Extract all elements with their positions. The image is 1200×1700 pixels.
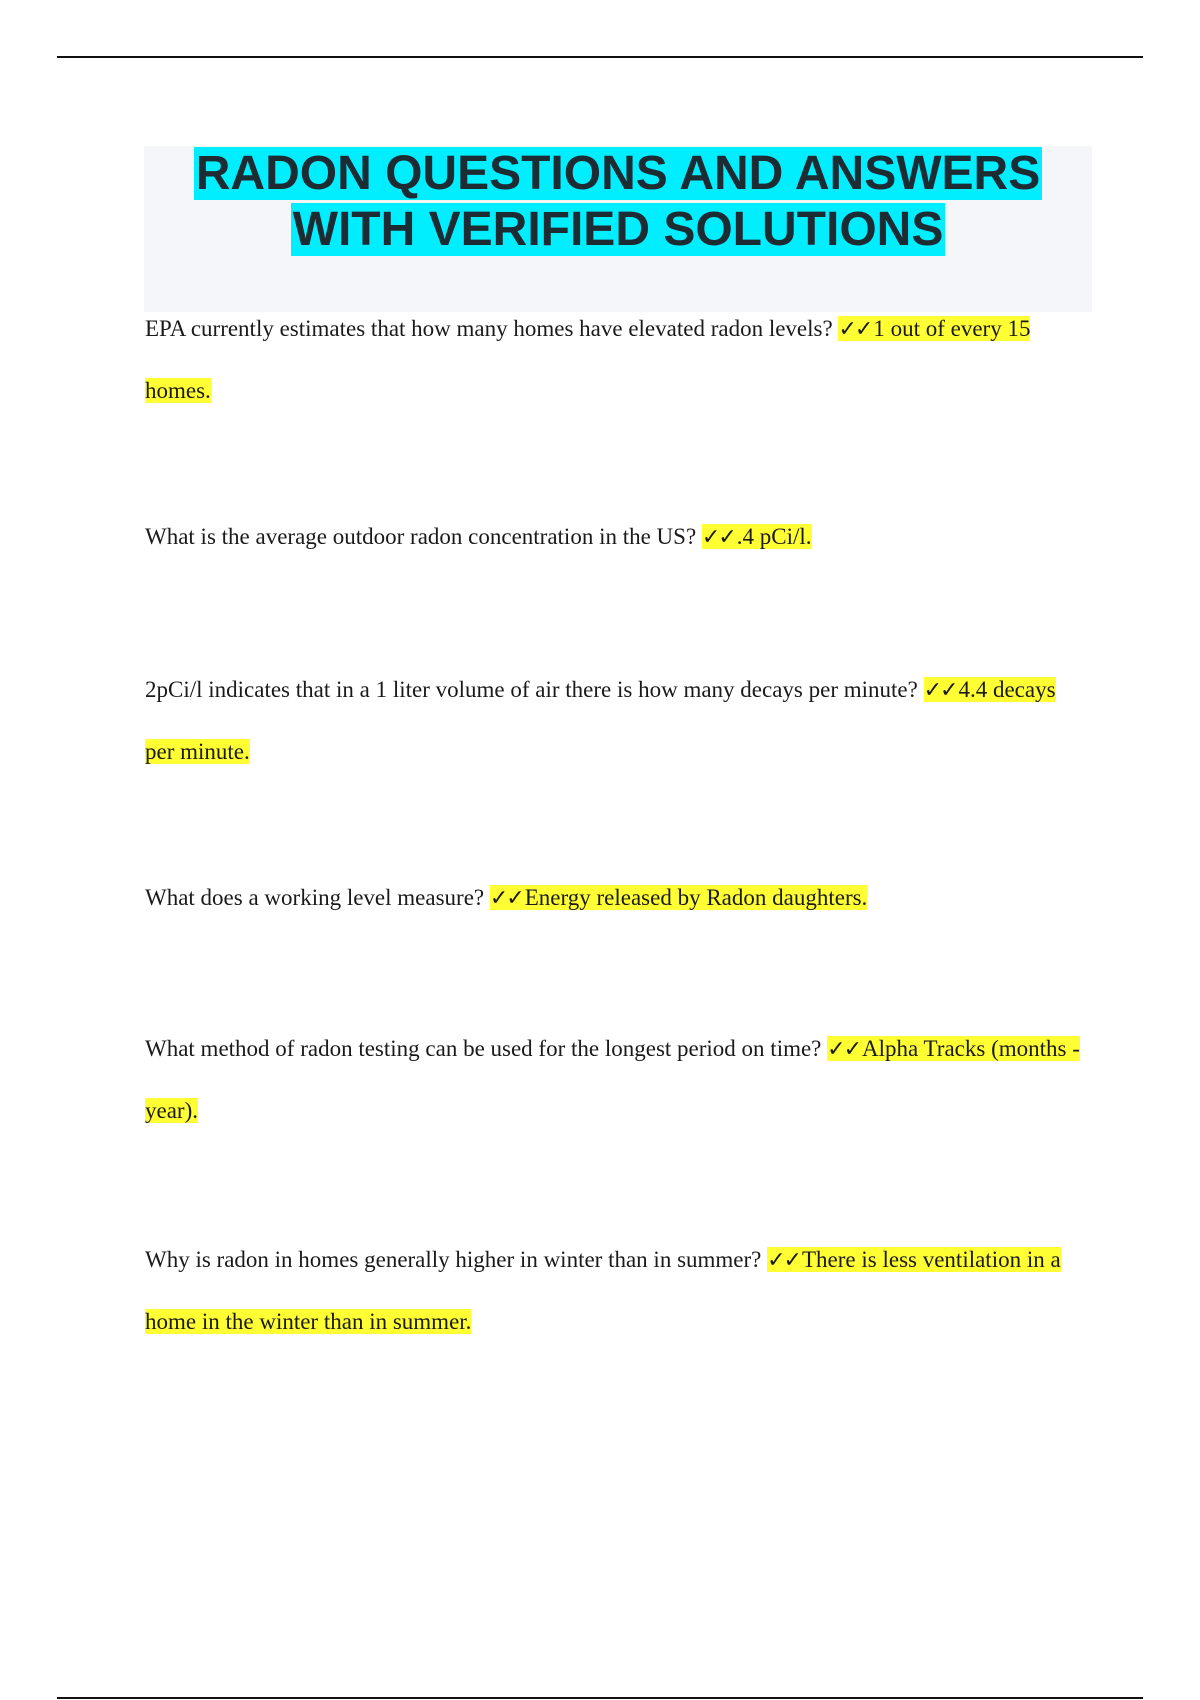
check-icon: ✓✓ — [923, 678, 957, 703]
question-text: EPA currently estimates that how many homes have elevated radon levels? — [145, 316, 839, 341]
answer-text: There is less ventilation in a home in the winter than in summer. — [145, 1247, 1061, 1334]
answer-text: .4 pCi/l. — [736, 524, 812, 549]
qa-item-5 — [145, 1018, 1085, 1141]
question-text: What is the average outdoor radon concentration in the US? — [145, 524, 702, 549]
question-text: 2pCi/l indicates that in a 1 liter volume of air there is how many decays per minute? — [145, 677, 924, 702]
check-icon: ✓✓ — [767, 1248, 800, 1273]
answer-text: 4.4 decays per minute. — [145, 677, 1056, 764]
answer-highlight — [490, 885, 867, 910]
document-title-line-2: WITH VERIFIED SOLUTIONS — [292, 203, 944, 256]
question-text: What method of radon testing can be used for the longest period on time? — [145, 1036, 828, 1061]
answer-text: 1 out of every 15 homes. — [145, 316, 1031, 403]
qa-item-4 — [145, 867, 1085, 929]
title-block — [144, 146, 1092, 312]
answer-text: Alpha Tracks (months - year). — [145, 1036, 1080, 1123]
document-title-line-1: RADON QUESTIONS AND ANSWERS — [195, 147, 1041, 200]
question-text: Why is radon in homes generally higher in winter than in summer? — [145, 1247, 768, 1272]
check-icon: ✓✓ — [489, 886, 523, 911]
qa-item-3 — [145, 659, 1085, 782]
check-icon: ✓✓ — [827, 1037, 861, 1062]
qa-item-2 — [145, 506, 1085, 568]
check-icon: ✓✓ — [701, 525, 735, 550]
qa-item-1 — [145, 298, 1085, 421]
check-icon: ✓✓ — [838, 317, 872, 342]
qa-item-6 — [145, 1229, 1085, 1352]
question-text: What does a working level measure? — [145, 885, 490, 910]
answer-highlight — [702, 524, 812, 549]
answer-text: Energy released by Radon daughters. — [524, 885, 868, 910]
footer-rule — [57, 1697, 1143, 1699]
header-rule — [57, 56, 1143, 58]
